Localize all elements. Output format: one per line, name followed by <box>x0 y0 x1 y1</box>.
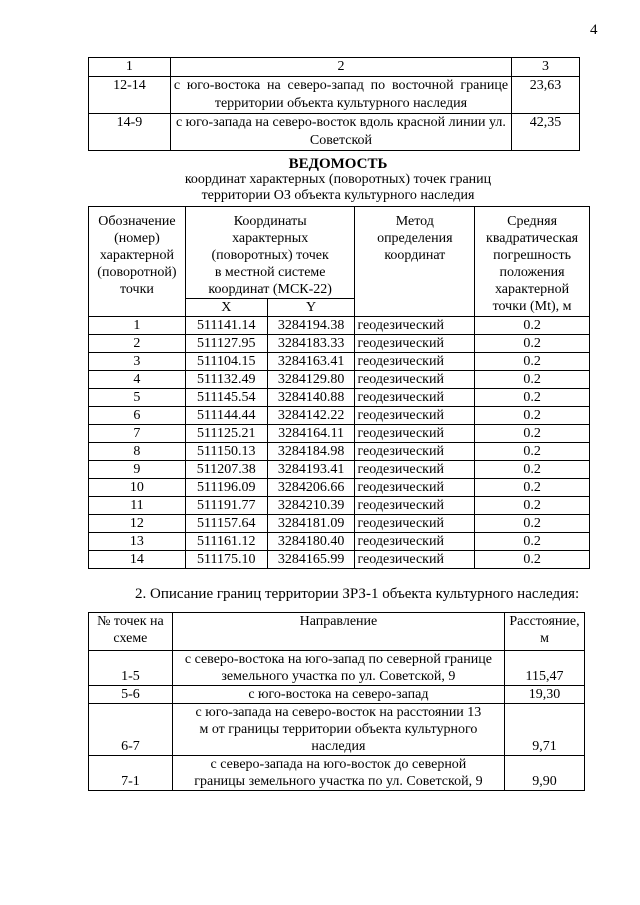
direction-cell: с юго-востока на северо-запад <box>172 686 504 704</box>
error-header: Средняя квадратическая погрешность положения характерной точки (Mt), м <box>475 207 590 317</box>
column-number: 1 <box>89 58 171 77</box>
x-coordinate-cell: 511150.13 <box>185 443 267 461</box>
y-coordinate-cell: 3284140.88 <box>267 389 355 407</box>
column-number: 3 <box>512 58 580 77</box>
x-coordinate-cell: 511127.95 <box>185 335 267 353</box>
direction-cell: с северо-востока на юго-запад по северной границе земельного участка по ул. Советской, 9 <box>172 651 504 686</box>
statement-title-block <box>88 156 588 204</box>
point-number-cell: 5 <box>89 389 186 407</box>
method-cell: геодезический <box>355 407 475 425</box>
y-coordinate-cell: 3284163.41 <box>267 353 355 371</box>
error-cell: 0.2 <box>475 515 590 533</box>
x-coordinate-cell: 511207.38 <box>185 461 267 479</box>
table-row <box>89 479 590 497</box>
points-cell: 5-6 <box>89 686 173 704</box>
x-coordinate-cell: 511104.15 <box>185 353 267 371</box>
method-cell: геодезический <box>355 515 475 533</box>
point-number-cell: 8 <box>89 443 186 461</box>
table-row <box>89 756 585 791</box>
error-cell: 0.2 <box>475 497 590 515</box>
points-cell: 12-14 <box>89 77 171 114</box>
x-coordinate-cell: 511191.77 <box>185 497 267 515</box>
error-cell: 0.2 <box>475 407 590 425</box>
distance-cell: 115,47 <box>505 651 585 686</box>
error-cell: 0.2 <box>475 461 590 479</box>
error-cell: 0.2 <box>475 335 590 353</box>
direction-cell: с юго-запада на северо-восток вдоль красной линии ул. Советской <box>170 114 511 151</box>
table-header-row <box>89 58 580 77</box>
x-coordinate-cell: 511161.12 <box>185 533 267 551</box>
x-coordinate-cell: 511141.14 <box>185 317 267 335</box>
points-cell: 6-7 <box>89 704 173 756</box>
error-cell: 0.2 <box>475 371 590 389</box>
method-cell: геодезический <box>355 317 475 335</box>
point-number-cell: 7 <box>89 425 186 443</box>
table-row <box>89 371 590 389</box>
x-coordinate-cell: 511157.64 <box>185 515 267 533</box>
y-coordinate-cell: 3284194.38 <box>267 317 355 335</box>
table-row <box>89 515 590 533</box>
column-number: 2 <box>170 58 511 77</box>
method-cell: геодезический <box>355 443 475 461</box>
direction-cell: с северо-запада на юго-восток до северной границы земельного участка по ул. Советской, 9 <box>172 756 504 791</box>
points-cell: 1-5 <box>89 651 173 686</box>
error-cell: 0.2 <box>475 425 590 443</box>
point-number-cell: 10 <box>89 479 186 497</box>
method-cell: геодезический <box>355 353 475 371</box>
error-cell: 0.2 <box>475 353 590 371</box>
x-coordinate-cell: 511175.10 <box>185 551 267 569</box>
error-cell: 0.2 <box>475 551 590 569</box>
y-coordinate-cell: 3284129.80 <box>267 371 355 389</box>
distance-cell: 9,71 <box>505 704 585 756</box>
y-coordinate-cell: 3284165.99 <box>267 551 355 569</box>
statement-subtitle: координат характерных (поворотных) точек границ <box>184 172 492 187</box>
zrz-boundary-table <box>88 612 585 791</box>
x-coordinate-cell: 511132.49 <box>185 371 267 389</box>
coordinates-table <box>88 206 590 569</box>
table-row <box>89 353 590 371</box>
method-header: Метод определения координат <box>355 207 475 317</box>
method-cell: геодезический <box>355 335 475 353</box>
point-number-cell: 1 <box>89 317 186 335</box>
point-number-cell: 4 <box>89 371 186 389</box>
point-number-cell: 9 <box>89 461 186 479</box>
points-cell: 14-9 <box>89 114 171 151</box>
x-coordinate-cell: 511145.54 <box>185 389 267 407</box>
y-coordinate-cell: 3284142.22 <box>267 407 355 425</box>
y-coordinate-cell: 3284184.98 <box>267 443 355 461</box>
distance-cell: 9,90 <box>505 756 585 791</box>
distance-cell: 42,35 <box>512 114 580 151</box>
page-number: 4 <box>590 22 598 38</box>
y-coordinate-cell: 3284180.40 <box>267 533 355 551</box>
point-number-cell: 2 <box>89 335 186 353</box>
table-row <box>89 461 590 479</box>
error-cell: 0.2 <box>475 317 590 335</box>
y-coordinate-cell: 3284206.66 <box>267 479 355 497</box>
error-cell: 0.2 <box>475 533 590 551</box>
error-cell: 0.2 <box>475 443 590 461</box>
method-cell: геодезический <box>355 533 475 551</box>
error-cell: 0.2 <box>475 479 590 497</box>
distance-header: Расстояние, м <box>505 613 585 651</box>
error-cell: 0.2 <box>475 389 590 407</box>
point-number-cell: 13 <box>89 533 186 551</box>
table-row <box>89 114 580 151</box>
point-number-cell: 11 <box>89 497 186 515</box>
table-row <box>89 389 590 407</box>
y-coordinate-cell: 3284193.41 <box>267 461 355 479</box>
table-row <box>89 497 590 515</box>
point-number-cell: 12 <box>89 515 186 533</box>
table-row <box>89 443 590 461</box>
table-row <box>89 533 590 551</box>
point-number-cell: 14 <box>89 551 186 569</box>
x-coordinate-cell: 511125.21 <box>185 425 267 443</box>
table-row <box>89 77 580 114</box>
method-cell: геодезический <box>355 389 475 407</box>
y-coordinate-cell: 3284164.11 <box>267 425 355 443</box>
x-coordinate-cell: 511196.09 <box>185 479 267 497</box>
method-cell: геодезический <box>355 371 475 389</box>
table-row <box>89 551 590 569</box>
direction-cell: с юго-востока на северо-запад по восточной границе территории объекта культурного наследия <box>170 77 511 114</box>
points-cell: 7-1 <box>89 756 173 791</box>
statement-subtitle: территории ОЗ объекта культурного наследия <box>201 188 475 203</box>
table-row <box>89 686 585 704</box>
y-header: Y <box>267 299 355 317</box>
statement-title: ВЕДОМОСТЬ <box>288 156 388 172</box>
table-header-row <box>89 207 590 299</box>
point-number-cell: 3 <box>89 353 186 371</box>
distance-cell: 19,30 <box>505 686 585 704</box>
y-coordinate-cell: 3284181.09 <box>267 515 355 533</box>
boundary-description-table-continued <box>88 57 580 151</box>
x-coordinate-cell: 511144.44 <box>185 407 267 425</box>
method-cell: геодезический <box>355 497 475 515</box>
method-cell: геодезический <box>355 479 475 497</box>
direction-header: Направление <box>172 613 504 651</box>
distance-cell: 23,63 <box>512 77 580 114</box>
table-row <box>89 425 590 443</box>
designation-header: Обозначение (номер) характерной (поворотной) точки <box>89 207 186 317</box>
table-row <box>89 407 590 425</box>
point-number-cell: 6 <box>89 407 186 425</box>
table-header-row <box>89 613 585 651</box>
method-cell: геодезический <box>355 461 475 479</box>
coordinates-header: Координаты характерных (поворотных) точек в местной системе координат (МСК-22) <box>185 207 355 299</box>
method-cell: геодезический <box>355 425 475 443</box>
method-cell: геодезический <box>355 551 475 569</box>
points-header: № точек на схеме <box>89 613 173 651</box>
y-coordinate-cell: 3284210.39 <box>267 497 355 515</box>
table-row <box>89 704 585 756</box>
y-coordinate-cell: 3284183.33 <box>267 335 355 353</box>
table-row <box>89 335 590 353</box>
section-heading: 2. Описание границ территории ЗРЗ-1 объекта культурного наследия: <box>135 586 580 602</box>
direction-cell: с юго-запада на северо-восток на расстоянии 13 м от границы территории объекта культурного наследия <box>172 704 504 756</box>
table-row <box>89 317 590 335</box>
table-row <box>89 651 585 686</box>
x-header: X <box>185 299 267 317</box>
